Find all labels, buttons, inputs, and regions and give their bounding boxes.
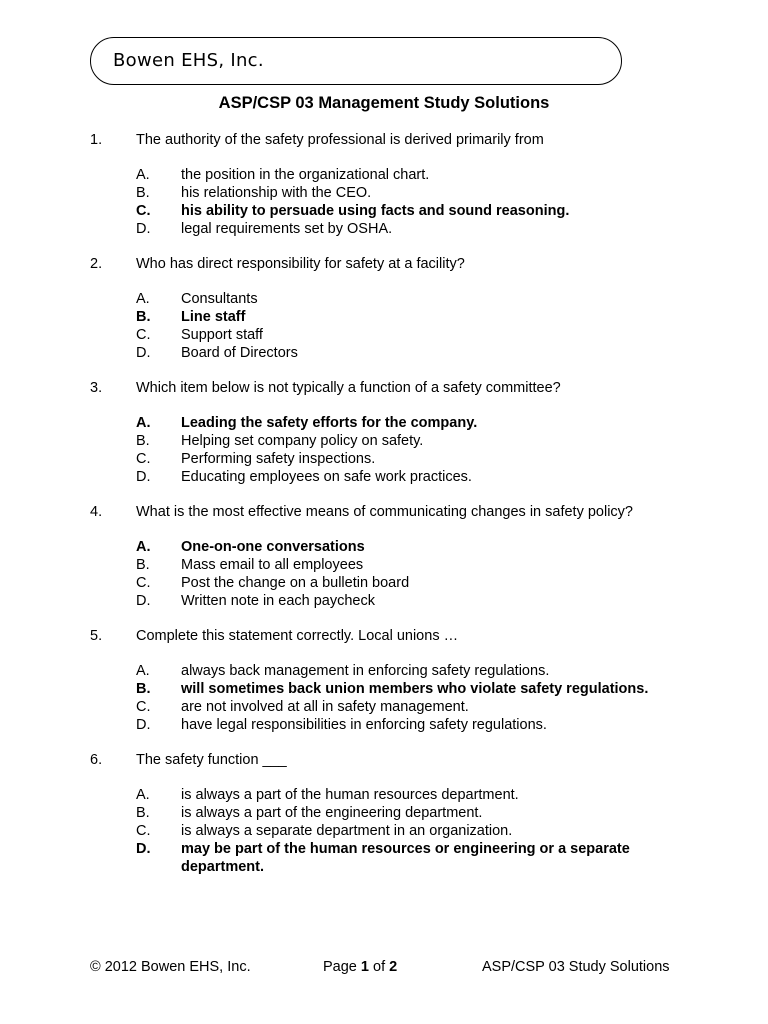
question-text: Complete this statement correctly. Local unions …: [136, 628, 459, 644]
option-b: [0, 184, 768, 202]
option-text: Mass email to all employees: [181, 557, 364, 573]
option-b: [0, 680, 768, 698]
option-text: will sometimes back union members who violate safety regulations.: [181, 681, 649, 697]
question-number: 3.: [90, 380, 103, 396]
option-text: have legal responsibilities in enforcing safety regulations.: [181, 717, 547, 733]
page-current: 1: [360, 959, 369, 975]
option-d: [0, 344, 768, 362]
option-text: the position in the organizational chart.: [181, 167, 430, 183]
option-text: is always a part of the human resources department.: [181, 787, 519, 803]
option-letter: D.: [136, 717, 151, 733]
option-letter: D.: [136, 469, 151, 485]
option-letter: A.: [136, 415, 151, 431]
option-b: [0, 432, 768, 450]
option-text: Post the change on a bulletin board: [181, 575, 410, 591]
option-letter: D.: [136, 593, 151, 609]
option-text: his ability to persuade using facts and sound reasoning.: [181, 203, 570, 219]
option-a: [0, 662, 768, 680]
option-text: Board of Directors: [181, 345, 298, 361]
option-d: [0, 592, 768, 610]
company-name: Bowen EHS, Inc.: [113, 50, 264, 71]
option-text: is always a part of the engineering department.: [181, 805, 483, 821]
option-text: is always a separate department in an organization.: [181, 823, 513, 839]
page-indicator: [323, 959, 397, 975]
option-c: [0, 202, 768, 220]
question-6: [0, 751, 768, 876]
option-text: Support staff: [181, 327, 263, 343]
question-text: Who has direct responsibility for safety at a facility?: [136, 256, 465, 272]
option-text: Performing safety inspections.: [181, 451, 376, 467]
option-letter: C.: [136, 699, 151, 715]
option-text: may be part of the human resources or engineering or a separate department.: [181, 841, 630, 875]
option-text: Consultants: [181, 291, 258, 307]
header-box: [90, 37, 622, 85]
question-number: 1.: [90, 132, 103, 148]
option-d: [0, 468, 768, 486]
option-text: Leading the safety efforts for the company.: [181, 415, 478, 431]
option-text: are not involved at all in safety management.: [181, 699, 469, 715]
option-a: [0, 786, 768, 804]
option-letter: B.: [136, 185, 150, 201]
option-letter: B.: [136, 805, 150, 821]
option-text: Helping set company policy on safety.: [181, 433, 424, 449]
option-letter: D.: [136, 345, 151, 361]
question-4: [0, 503, 768, 610]
option-letter: D.: [136, 841, 151, 857]
question-text: Which item below is not typically a function of a safety committee?: [136, 380, 561, 396]
option-c: [0, 574, 768, 592]
option-letter: B.: [136, 433, 150, 449]
option-letter: A.: [136, 291, 150, 307]
question-number: 5.: [90, 628, 103, 644]
page-title: ASP/CSP 03 Management Study Solutions: [218, 94, 550, 112]
option-c: [0, 326, 768, 344]
option-letter: A.: [136, 167, 150, 183]
option-letter: B.: [136, 681, 151, 697]
option-d: [0, 840, 768, 876]
option-a: [0, 166, 768, 184]
page-prefix: Page: [323, 959, 357, 975]
copyright-text: © 2012 Bowen EHS, Inc.: [90, 959, 251, 975]
option-b: [0, 804, 768, 822]
question-5: [0, 627, 768, 734]
option-letter: A.: [136, 539, 151, 555]
option-text: always back management in enforcing safety regulations.: [181, 663, 550, 679]
option-text: One-on-one conversations: [181, 539, 365, 555]
page-total: 2: [389, 959, 398, 975]
option-c: [0, 450, 768, 468]
option-text: Line staff: [181, 309, 246, 325]
page-footer: [0, 959, 768, 979]
option-letter: C.: [136, 327, 151, 343]
option-letter: C.: [136, 575, 151, 591]
option-a: [0, 290, 768, 308]
option-letter: D.: [136, 221, 151, 237]
option-text: Educating employees on safe work practices.: [181, 469, 472, 485]
option-letter: C.: [136, 203, 151, 219]
question-2: [0, 255, 768, 362]
question-text: The safety function ___: [136, 752, 287, 768]
option-text: his relationship with the CEO.: [181, 185, 372, 201]
question-list: [0, 131, 768, 893]
option-text: Written note in each paycheck: [181, 593, 375, 609]
option-c: [0, 822, 768, 840]
document-name: ASP/CSP 03 Study Solutions: [482, 959, 670, 975]
question-number: 4.: [90, 504, 103, 520]
option-b: [0, 556, 768, 574]
option-letter: C.: [136, 823, 151, 839]
option-b: [0, 308, 768, 326]
question-text: The authority of the safety professional is derived primarily from: [136, 132, 544, 148]
question-1: [0, 131, 768, 238]
option-letter: A.: [136, 663, 150, 679]
page-of: of: [373, 959, 386, 975]
question-3: [0, 379, 768, 486]
option-a: [0, 414, 768, 432]
option-text: legal requirements set by OSHA.: [181, 221, 393, 237]
option-letter: C.: [136, 451, 151, 467]
option-letter: A.: [136, 787, 150, 803]
option-letter: B.: [136, 309, 151, 325]
option-c: [0, 698, 768, 716]
option-a: [0, 538, 768, 556]
question-number: 2.: [90, 256, 103, 272]
question-text: What is the most effective means of communicating changes in safety policy?: [136, 504, 634, 520]
option-letter: B.: [136, 557, 150, 573]
option-d: [0, 220, 768, 238]
option-d: [0, 716, 768, 734]
question-number: 6.: [90, 752, 103, 768]
